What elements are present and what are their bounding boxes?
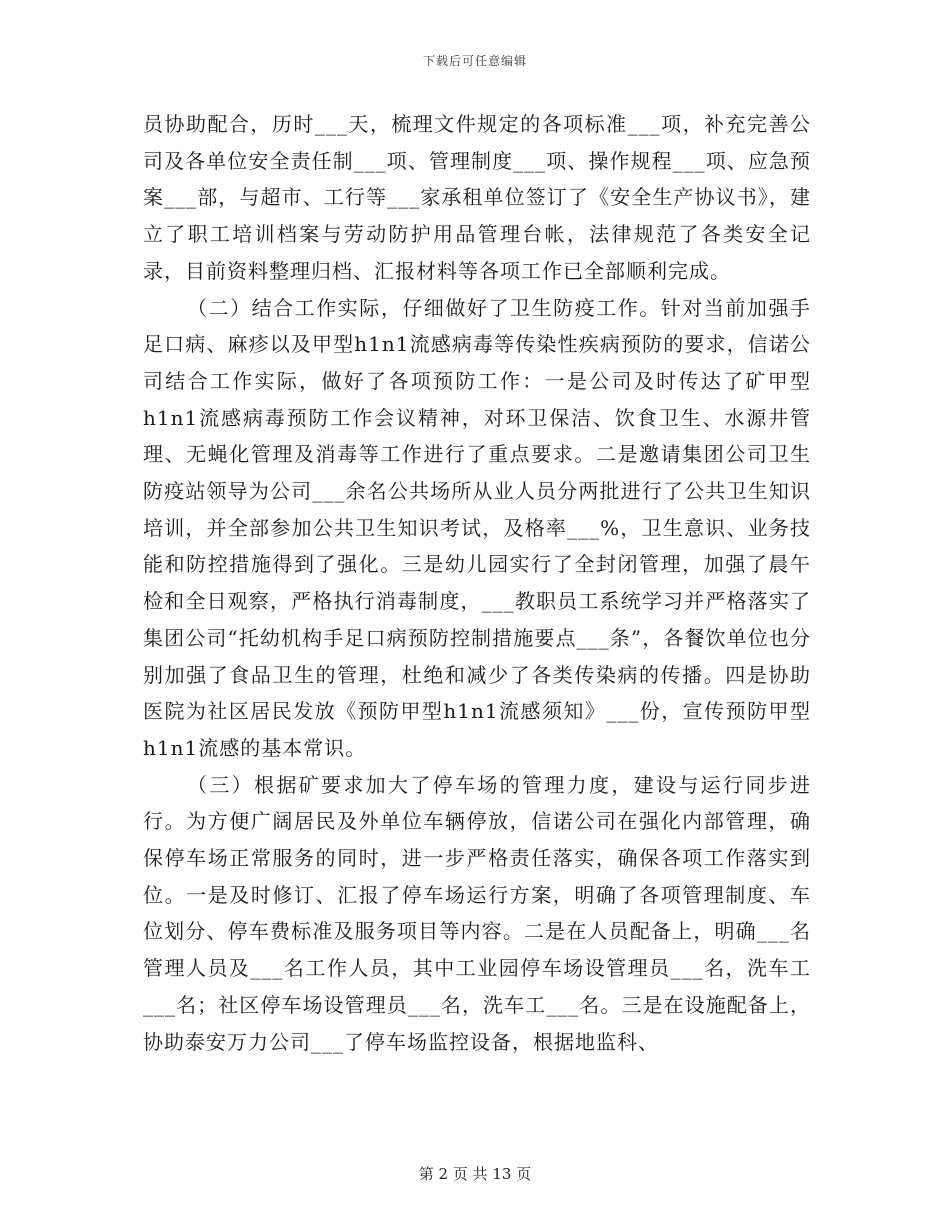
- page-header-note: 下载后可任意编辑: [422, 54, 527, 68]
- paragraph-2: （二）结合工作实际，仔细做好了卫生防疫工作。针对当前加强手足口病、麻疹以及甲型h1n1流感病毒等传染性疾病预防的要求，信诺公司结合工作实际，做好了各项预防工作：一是公司及时传达了矿甲型h1n1流感病毒预防工作会议精神，对环卫保洁、饮食卫生、水源井管理、无蝇化管理及消毒等工作进行了重点要求。二是邀请集团公司卫生防疫站领导为公司___余名公共场所从业人员分两批进行了公共卫生知识培训，并全部参加公共卫生知识考试，及格率___%，卫生意识、业务技能和防控措施得到了强化。三是幼儿园实行了全封闭管理，加强了晨午检和全日观察，严格执行消毒制度，___教职员工系统学习并严格落实了集团公司“托幼机构手足口病预防控制措施要点___条”，各餐饮单位也分别加强了食品卫生的管理，杜绝和减少了各类传染病的传播。四是协助医院为社区居民发放《预防甲型h1n1流感须知》___份，宣传预防甲型h1n1流感的基本常识。: [143, 295, 811, 760]
- paragraph-1: 员协助配合，历时___天，梳理文件规定的各项标准___项，补充完善公司及各单位安全责任制___项、管理制度___项、操作规程___项、应急预案___部，与超市、工行等___家承租单位签订了《安全生产协议书》，建立了职工培训档案与劳动防护用品管理台帐，法律规范了各类安全记录，目前资料整理归档、汇报材料等各项工作已全部顺利完成。: [143, 112, 811, 283]
- document-body: [143, 106, 811, 1060]
- paragraph-3: （三）根据矿要求加大了停车场的管理力度，建设与运行同步进行。为方便广阔居民及外单位车辆停放，信诺公司在强化内部管理，确保停车场正常服务的同时，进一步严格责任落实，确保各项工作落实到位。一是及时修订、汇报了停车场运行方案，明确了各项管理制度、车位划分、停车费标准及服务项目等内容。二是在人员配备上，明确___名管理人员及___名工作人员，其中工业园停车场设管理员___名，洗车工___名；社区停车场设管理员___名，洗车工___名。三是在设施配备上，协助泰安万力公司___了停车场监控设备，根据地监科、: [143, 772, 811, 1054]
- page-number-footer: 第 2 页 共 13 页: [418, 1165, 532, 1183]
